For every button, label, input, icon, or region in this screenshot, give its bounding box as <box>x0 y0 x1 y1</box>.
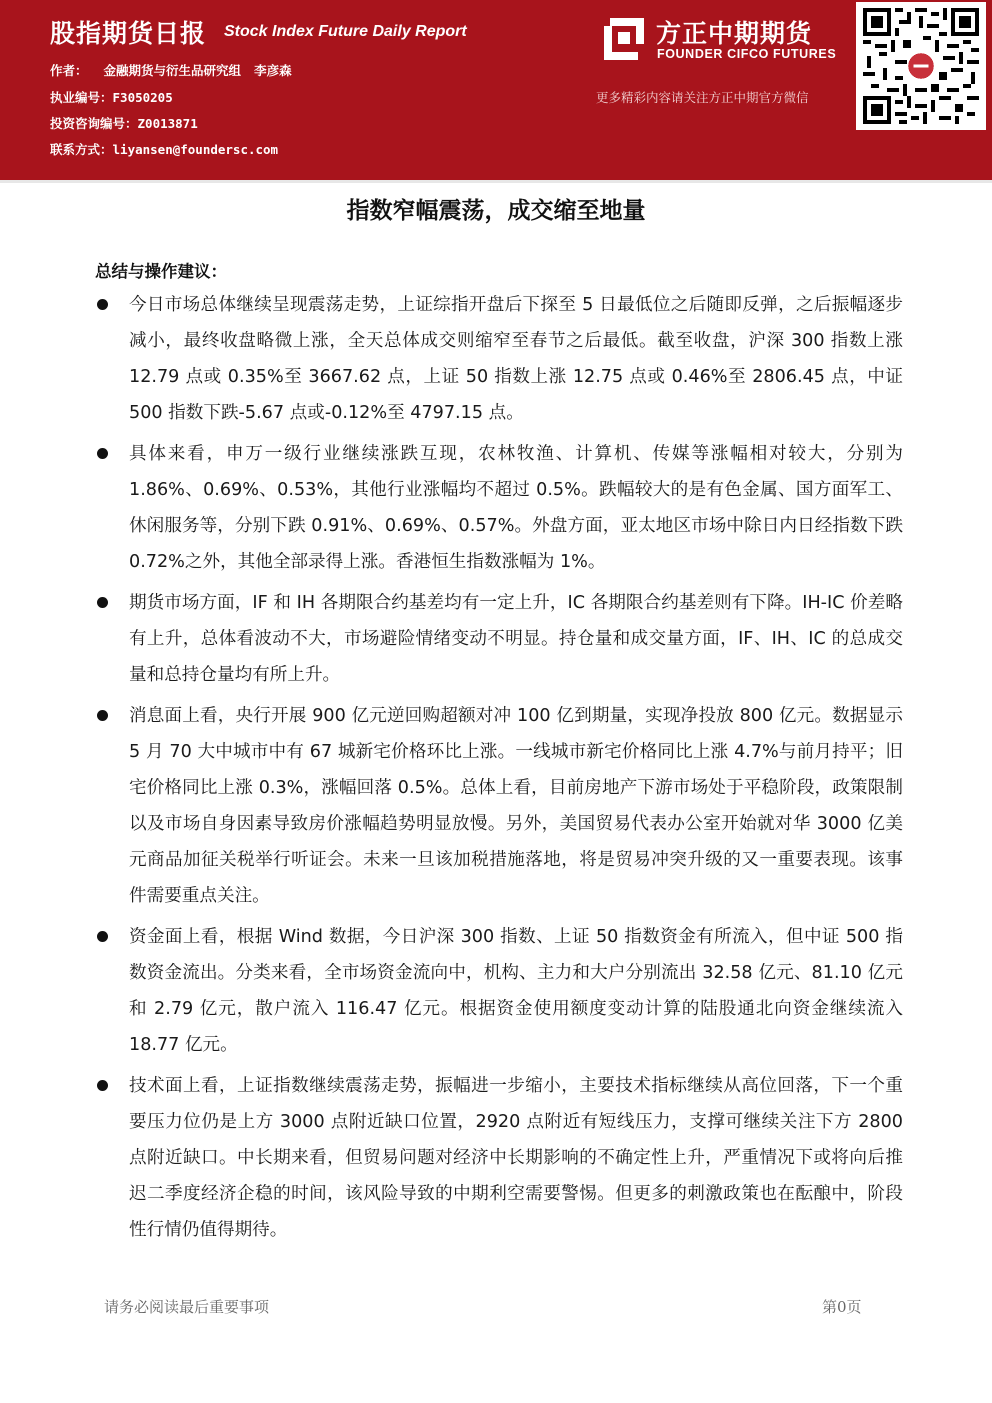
bullet-icon <box>97 299 108 310</box>
footer-notice: 请务必阅读最后重要事项 <box>104 1298 270 1316</box>
page-number: 第0页 <box>822 1298 862 1316</box>
bullet-icon <box>97 448 108 459</box>
author-name: 李彦森 <box>254 63 292 78</box>
advisor-line <box>50 114 198 132</box>
license-value: F3050205 <box>112 90 173 105</box>
summary-item-technical <box>95 1068 903 1248</box>
author-line <box>50 61 292 79</box>
report-title-en: Stock Index Future Daily Report <box>224 23 467 40</box>
summary-text: 资金面上看，根据 Wind 数据，今日沪深 300 指数、上证 50 指数资金有所流入，但中证 500 指数资金流出。分类来看，全市场资金流向中，机构、主力和大户分别流出 32.58 亿元、81.10 亿元和 2.79 亿元，散户流入 116.47 亿元。根据资金使用额度变动计算的陆股通北向资金继续流入 18.77 亿元。 <box>129 927 903 1055</box>
author-org: 金融期货与衍生品研究组 <box>103 63 242 78</box>
bullet-icon <box>97 931 108 942</box>
author-label: 作者： <box>50 63 88 78</box>
summary-text: 技术面上看，上证指数继续震荡走势，振幅进一步缩小，主要技术指标继续从高位回落，下一个重要压力位仍是上方 3000 点附近缺口位置，2920 点附近有短线压力，支撑可继续关注下方 2800 点附近缺口。中长期来看，但贸易问题对经济中长期影响的不确定性上升，严重情况下或将向后推迟二季度经济企稳的时间，该风险导致的中期利空需要警惕。但更多的刺激政策也在酝酿中，阶段性行情仍值得期待。 <box>129 1076 903 1240</box>
qr-code-icon <box>862 8 980 124</box>
summary-item-futures <box>95 585 903 693</box>
summary-item-sectors <box>95 436 903 580</box>
summary-item-market <box>95 287 903 431</box>
company-name-zh: 方正中期期货 <box>656 19 813 48</box>
wechat-note: 更多精彩内容请关注方正中期官方微信 <box>596 90 809 105</box>
license-label: 执业编号： <box>50 90 113 105</box>
report-header <box>0 0 992 180</box>
report-title-zh: 股指期货日报 <box>50 19 207 48</box>
contact-label: 联系方式： <box>50 142 113 157</box>
summary-text: 消息面上看，央行开展 900 亿元逆回购超额对冲 100 亿到期量，实现净投放 800 亿元。数据显示 5 月 70 大中城市中有 67 城新宅价格环比上涨。一线城市新宅价格同比上涨 4.7%与前月持平；旧宅价格同比上涨 0.3%，涨幅回落 0.5%。总体上看，目前房地产下游市场处于平稳阶段，政策限制以及市场自身因素导致房价涨幅趋势明显放慢。另外，美国贸易代表办公室开始就对华 3000 亿美元商品加征关税举行听证会。未来一旦该加税措施落地，将是贸易冲突升级的又一重要表现。该事件需要重点关注。 <box>129 706 903 906</box>
summary-text: 今日市场总体继续呈现震荡走势，上证综指开盘后下探至 5 日最低位之后随即反弹，之后振幅逐步减小，最终收盘略微上涨，全天总体成交则缩窄至春节之后最低。截至收盘，沪深 300 指数上涨 12.79 点或 0.35%至 3667.62 点，上证 50 指数上涨 12.75 点或 0.46%至 2806.45 点，中证 500 指数下跌-5.67 点或-0.12%至 4797.15 点。 <box>129 295 903 423</box>
company-logo-icon <box>600 14 648 62</box>
company-logo <box>600 14 850 64</box>
bullet-icon <box>97 710 108 721</box>
summary-item-capital <box>95 919 903 1063</box>
contact-line <box>50 140 278 158</box>
wechat-qr-code[interactable] <box>856 2 986 130</box>
page-title: 指数窄幅震荡，成交缩至地量 <box>346 198 646 224</box>
contact-email[interactable]: liyansen@foundersc.com <box>112 142 279 157</box>
summary-list <box>95 287 903 1253</box>
advisor-value: Z0013871 <box>137 116 198 131</box>
license-line <box>50 88 173 106</box>
bullet-icon <box>97 1080 108 1091</box>
summary-item-news <box>95 698 903 914</box>
summary-text: 期货市场方面，IF 和 IH 各期限合约基差均有一定上升，IC 各期限合约基差则有下降。IH-IC 价差略有上升，总体看波动不大，市场避险情绪变动不明显。持仓量和成交量方面，IF、IH、IC 的总成交量和总持仓量均有所上升。 <box>129 593 903 685</box>
bullet-icon <box>97 597 108 608</box>
header-divider <box>0 180 992 183</box>
summary-text: 具体来看，申万一级行业继续涨跌互现，农林牧渔、计算机、传媒等涨幅相对较大，分别为 1.86%、0.69%、0.53%，其他行业涨幅均不超过 0.5%。跌幅较大的是有色金属、国方面军工、休闲服务等，分别下跌 0.91%、0.69%、0.57%。外盘方面，亚太地区市场中除日内日经指数下跌 0.72%之外，其他全部录得上涨。香港恒生指数涨幅为 1%。 <box>129 444 903 572</box>
company-name-en: FOUNDER CIFCO FUTURES <box>657 47 837 61</box>
section-heading: 总结与操作建议： <box>95 262 227 281</box>
advisor-label: 投资咨询编号： <box>50 116 138 131</box>
